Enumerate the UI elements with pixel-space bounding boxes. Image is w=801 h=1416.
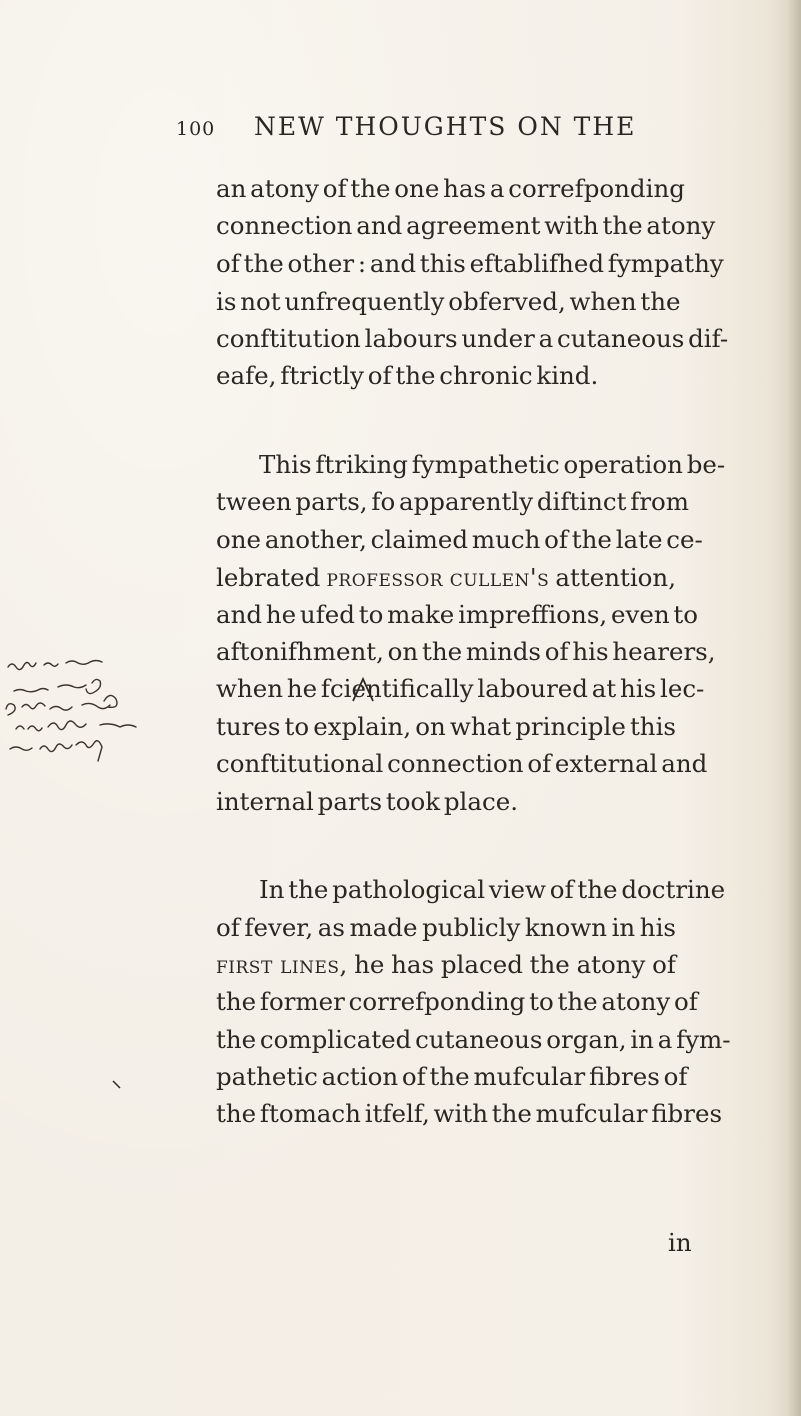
text-line (216, 600, 698, 629)
line-text: pathetic action of the mufcular fibres of (216, 1062, 688, 1091)
text-line (216, 487, 690, 516)
small-caps-text: professor cullen's (326, 563, 550, 592)
line-text: lebrated (216, 563, 327, 592)
line-text: aftonifhment, on the minds of his hearers, (216, 637, 716, 666)
text-line (216, 637, 716, 666)
line-text: , he has placed the atony of (339, 950, 676, 979)
line-text: of fever, as made publicly known in his (216, 913, 676, 942)
page-edge-shadow (787, 0, 801, 1416)
line-text: tween parts, fo apparently diftinct from (216, 487, 690, 516)
line-text: when he fcientifically laboured at his lec- (216, 674, 705, 703)
margin-mark (112, 1080, 122, 1090)
line-text: conftitutional connection of external and (216, 749, 708, 778)
text-line (216, 1062, 688, 1091)
text-line (216, 712, 676, 741)
line-text: the complicated cutaneous organ, in a fym- (216, 1025, 731, 1054)
page-header (0, 112, 801, 148)
text-line (216, 525, 703, 554)
line-text: tures to explain, on what principle this (216, 712, 676, 741)
text-line (216, 913, 676, 942)
line-text: connection and agreement with the atony (216, 211, 716, 240)
text-line (216, 1025, 731, 1054)
text-line (216, 950, 676, 979)
text-line (216, 174, 685, 203)
text-line (259, 875, 726, 904)
line-text: is not unfrequently obferved, when the (216, 287, 681, 316)
text-line (216, 211, 716, 240)
text-line (259, 450, 726, 479)
line-text: one another, claimed much of the late ce- (216, 525, 703, 554)
line-text: attention, (549, 563, 676, 592)
line-text: an atony of the one has a correfponding (216, 174, 685, 203)
text-line (216, 249, 724, 278)
line-text: the former correfponding to the atony of (216, 987, 698, 1016)
catchword: in (668, 1228, 692, 1257)
page-number: 100 (176, 118, 216, 140)
text-line (216, 987, 698, 1016)
text-line (216, 1099, 723, 1128)
text-line (216, 787, 519, 816)
handwritten-annotation (0, 645, 180, 785)
text-line (216, 287, 681, 316)
text-line (216, 674, 705, 703)
text-line (216, 749, 708, 778)
line-text: internal parts took place. (216, 787, 519, 816)
line-text: This ftriking fympathetic operation be- (259, 450, 726, 479)
text-line (216, 361, 599, 390)
small-caps-text: first lines (216, 950, 340, 979)
line-text: eafe, ftrictly of the chronic kind. (216, 361, 599, 390)
line-text: and he ufed to make impreffions, even to (216, 600, 698, 629)
text-line (216, 324, 729, 353)
line-text: In the pathological view of the doctrine (259, 875, 726, 904)
running-head: NEW THOUGHTS ON THE (254, 112, 637, 141)
line-text: the ftomach itfelf, with the mufcular fibres (216, 1099, 723, 1128)
line-text: conftitution labours under a cutaneous dif- (216, 324, 729, 353)
text-line (216, 563, 676, 592)
caret-mark (350, 675, 376, 703)
line-text: of the other : and this eftablifhed fympathy (216, 249, 724, 278)
